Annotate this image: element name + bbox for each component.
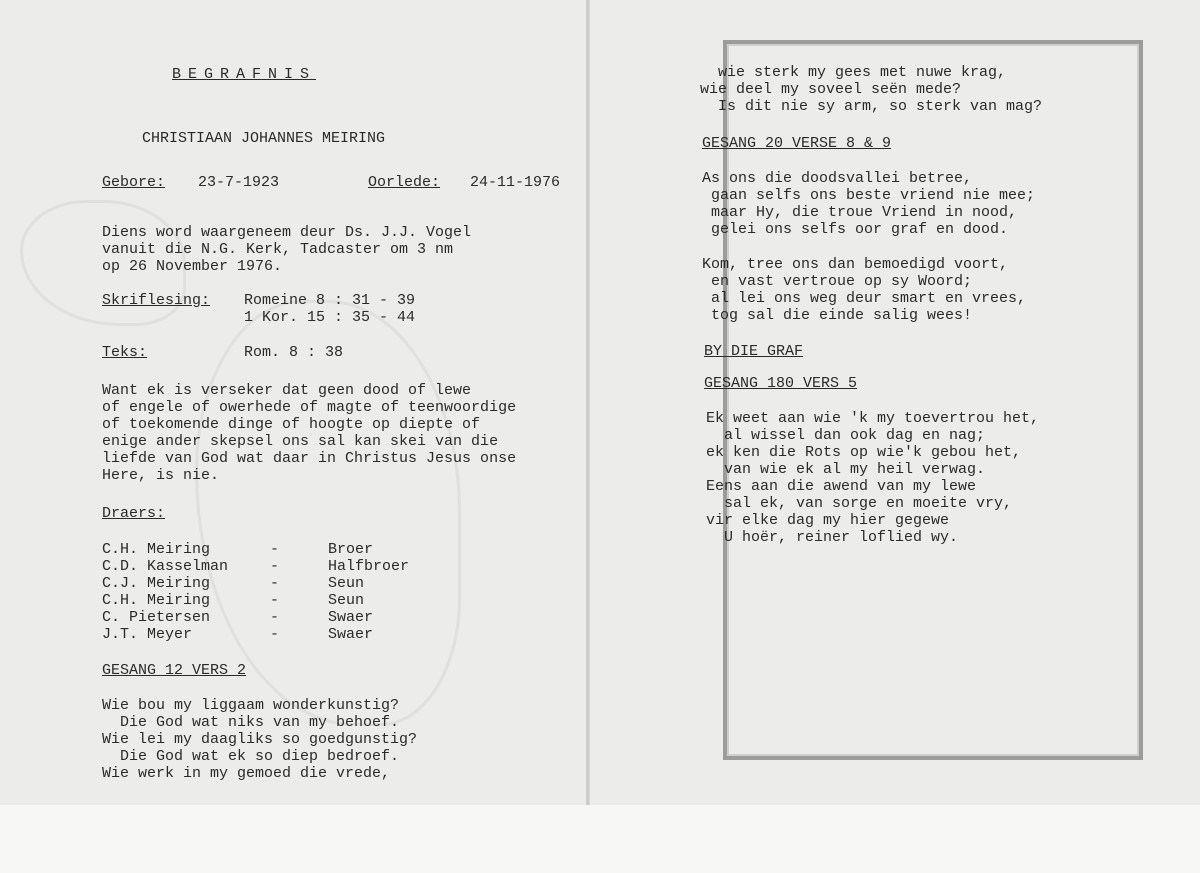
hymn-line: Wie werk in my gemoed die vrede, — [102, 765, 391, 782]
service-line: vanuit die N.G. Kerk, Tadcaster om 3 nm — [102, 241, 454, 258]
scripture-line: Want ek is verseker dat geen dood of lewe — [102, 382, 472, 399]
bearers-label: Draers: — [102, 505, 166, 522]
bearer-name: C.J. Meiring — [102, 575, 211, 592]
bearer-relation: Broer — [328, 541, 374, 558]
died-label: Oorlede: — [368, 174, 441, 191]
hymn-line: gaan selfs ons beste vriend nie mee; — [702, 187, 1036, 204]
hymn-line: U hoër, reiner loflied wy. — [706, 529, 959, 546]
bearer-dash: - — [270, 609, 280, 626]
bearer-relation: Swaer — [328, 626, 374, 643]
hymn-line: Kom, tree ons dan bemoedigd voort, — [702, 256, 1009, 273]
scripture-line: of engele of owerhede of magte of teenwoordige — [102, 399, 517, 416]
reading-label: Skriflesing: — [102, 292, 211, 309]
scripture-line: Here, is nie. — [102, 467, 220, 484]
bearer-dash: - — [270, 575, 280, 592]
hymn-line: Ek weet aan wie 'k my toevertrou het, — [706, 410, 1040, 427]
bearer-relation: Seun — [328, 575, 365, 592]
left-page — [0, 0, 586, 805]
hymn-line: maar Hy, die troue Vriend in nood, — [702, 204, 1018, 221]
scripture-line: enige ander skepsel ons sal kan skei van die — [102, 433, 499, 450]
hymn-line: gelei ons selfs oor graf en dood. — [702, 221, 1009, 238]
bearer-name: C.D. Kasselman — [102, 558, 229, 575]
hymn-line: wie deel my soveel seën mede? — [700, 81, 962, 98]
hymn-line: al lei ons weg deur smart en vrees, — [702, 290, 1027, 307]
bearer-dash: - — [270, 558, 280, 575]
hymn-line: Eens aan die awend van my lewe — [706, 478, 977, 495]
service-line: op 26 November 1976. — [102, 258, 283, 275]
hymn-line: al wissel dan ook dag en nag; — [706, 427, 986, 444]
scripture-line: of toekomende dinge of hoogte op diepte of — [102, 416, 481, 433]
born-label: Gebore: — [102, 174, 166, 191]
hymn-title: GESANG 12 VERS 2 — [102, 662, 247, 679]
hymn-line: Wie bou my liggaam wonderkunstig? — [102, 697, 400, 714]
hymn-line: Wie lei my daagliks so goedgunstig? — [102, 731, 418, 748]
bearer-name: J.T. Meyer — [102, 626, 193, 643]
deceased-name: CHRISTIAAN JOHANNES MEIRING — [142, 130, 386, 147]
bearer-name: C.H. Meiring — [102, 541, 211, 558]
born-date: 23-7-1923 — [198, 174, 280, 191]
bearer-relation: Seun — [328, 592, 365, 609]
reading-ref: Romeine 8 : 31 - 39 — [244, 292, 416, 309]
hymn-line: Die God wat ek so diep bedroef. — [102, 748, 400, 765]
reading-ref: 1 Kor. 15 : 35 - 44 — [244, 309, 416, 326]
bearer-relation: Swaer — [328, 609, 374, 626]
hymn-line: tog sal die einde salig wees! — [702, 307, 973, 324]
hymn-line: van wie ek al my heil verwag. — [706, 461, 986, 478]
hymn-line: wie sterk my gees met nuwe krag, — [700, 64, 1007, 81]
heading: BEGRAFNIS — [172, 66, 317, 83]
hymn-line: vir elke dag my hier gegewe — [706, 512, 950, 529]
hymn-line: sal ek, van sorge en moeite vry, — [706, 495, 1013, 512]
hymn-line: ek ken die Rots op wie'k gebou het, — [706, 444, 1022, 461]
section-title: BY DIE GRAF — [704, 343, 804, 360]
bearer-name: C.H. Meiring — [102, 592, 211, 609]
bearer-dash: - — [270, 626, 280, 643]
bearer-name: C. Pietersen — [102, 609, 211, 626]
bearer-relation: Halfbroer — [328, 558, 410, 575]
bearer-dash: - — [270, 592, 280, 609]
scan-margin — [0, 805, 1200, 873]
hymn-title: GESANG 180 VERS 5 — [704, 375, 858, 392]
hymn-line: Is dit nie sy arm, so sterk van mag? — [700, 98, 1043, 115]
text-ref: Rom. 8 : 38 — [244, 344, 344, 361]
scripture-line: liefde van God wat daar in Christus Jesus onse — [102, 450, 517, 467]
service-line: Diens word waargeneem deur Ds. J.J. Vogel — [102, 224, 472, 241]
text-label: Teks: — [102, 344, 148, 361]
hymn-title: GESANG 20 VERSE 8 & 9 — [702, 135, 892, 152]
bearer-dash: - — [270, 541, 280, 558]
right-page — [590, 0, 1200, 805]
died-date: 24-11-1976 — [470, 174, 561, 191]
hymn-line: Die God wat niks van my behoef. — [102, 714, 400, 731]
hymn-line: As ons die doodsvallei betree, — [702, 170, 973, 187]
hymn-line: en vast vertroue op sy Woord; — [702, 273, 973, 290]
